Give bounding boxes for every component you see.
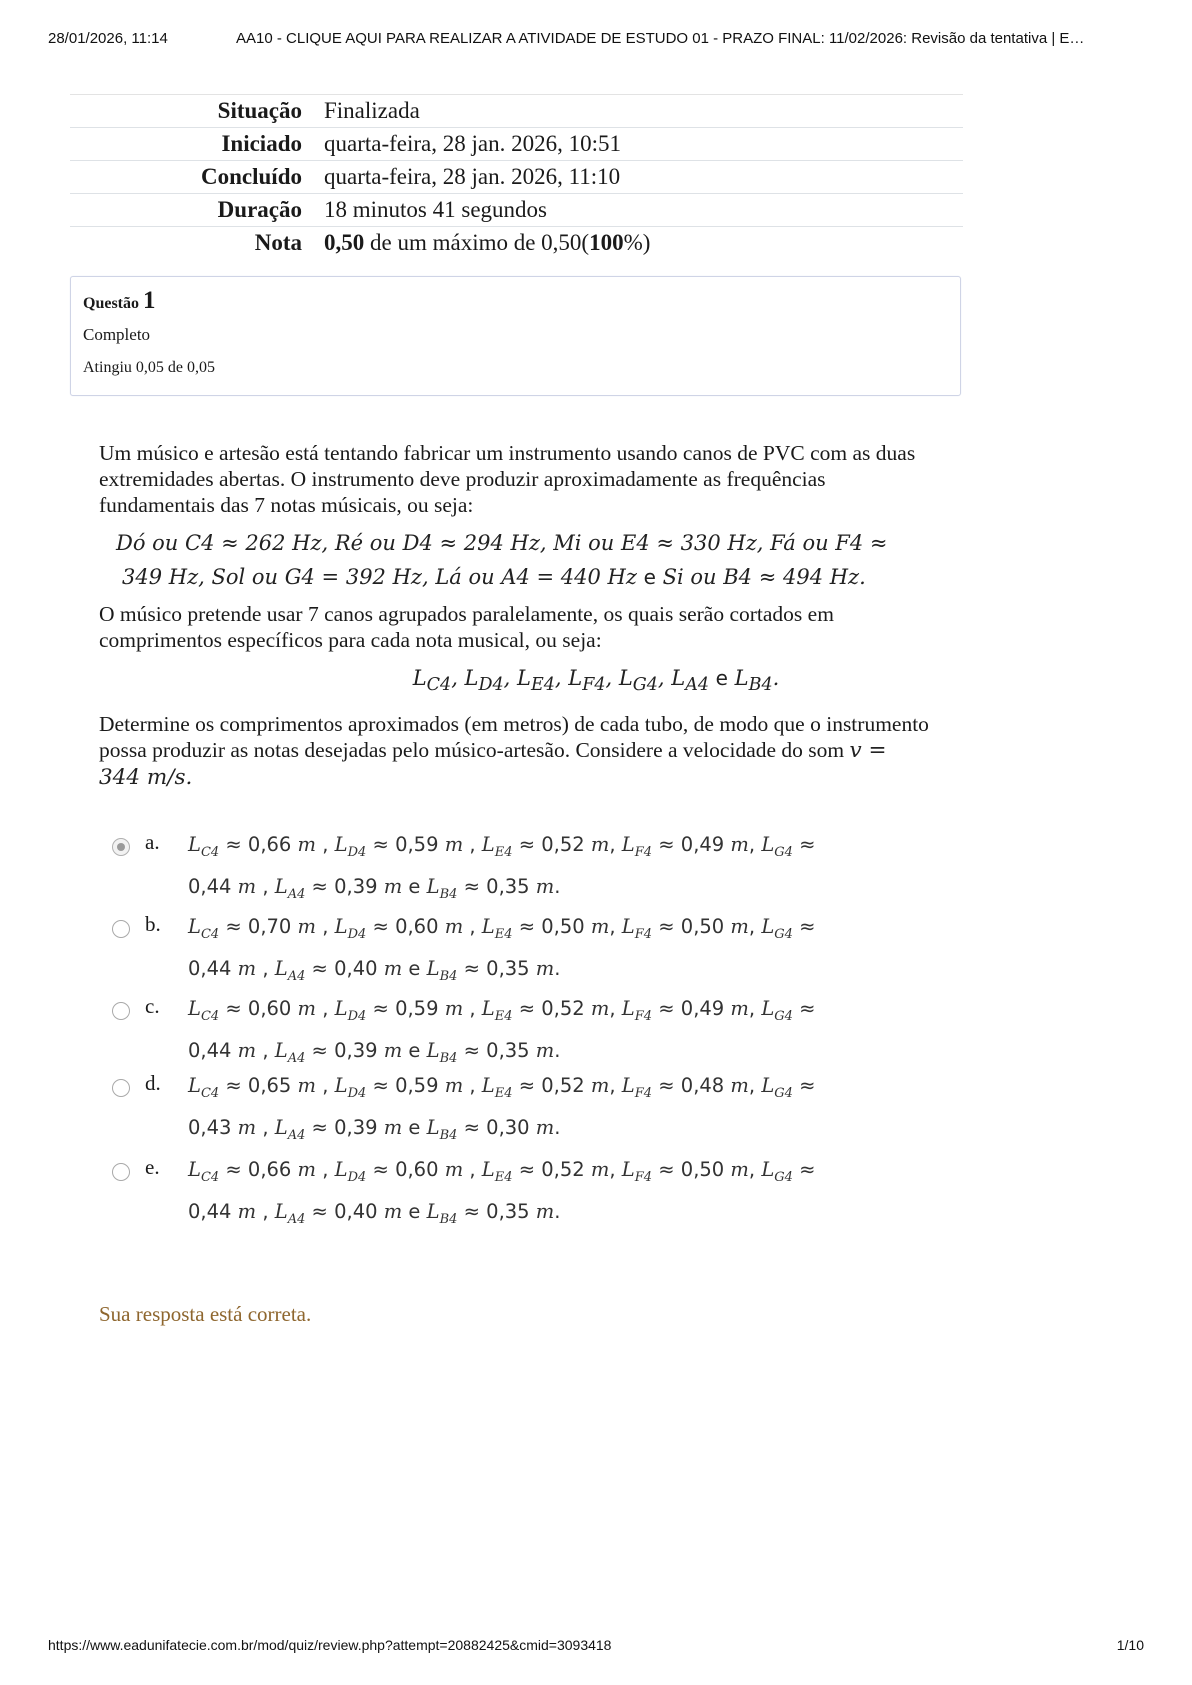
- print-date: 28/01/2026, 11:14: [48, 30, 168, 47]
- answer-value: 0,39: [334, 1038, 378, 1062]
- print-url: https://www.eadunifatecie.com.br/mod/quiz/review.php?attempt=20882425&cmid=3093418: [48, 1637, 612, 1653]
- summary-row: [70, 161, 963, 194]
- answer-option[interactable]: [110, 1069, 900, 1143]
- summary-row: [70, 128, 963, 161]
- feedback-correct: Sua resposta está correta.: [99, 1302, 312, 1326]
- answer-value: 0,40: [334, 1199, 378, 1223]
- answer-value: 0,59: [395, 833, 439, 856]
- answer-value: 0,65: [247, 1074, 292, 1097]
- summary-value: 18 minutos 41 segundos: [324, 197, 547, 222]
- answer-option[interactable]: [110, 992, 900, 1066]
- answer-value: 0,35: [486, 956, 530, 980]
- question-num: 1: [143, 287, 156, 314]
- answer-value: 0,60: [395, 1158, 439, 1181]
- sound-speed: v = 344 m/s.: [99, 738, 887, 790]
- answer-value: 0,40: [334, 956, 378, 980]
- answer-text: $L_{C4} \approx 0,70$ m , $L_{D4} \approx 0,60$ m , $L_{E4} \approx 0,50$ m, $L_{F4} \approx 0,50$ m, $L_{G4}$ ≈ 0,44 m , $L_{A4} \approx 0,40$ m e $L_{B4} \approx 0,35$ m.: [188, 915, 816, 984]
- answer-letter: e.: [145, 1155, 160, 1179]
- answer-value: 0,39: [334, 874, 378, 898]
- frequency-line-2a: 349 Hz, Sol ou G4 = 392 Hz, Lá ou A4 = 440 Hz: [122, 565, 637, 589]
- tubes-text: O músico pretende usar 7 canos agrupados paralelamente, os quais serão cortados em comprimentos específicos para cada nota musical, ou seja:: [99, 602, 834, 652]
- answer-value: 0,59: [395, 997, 439, 1020]
- answer-value: 0,44: [188, 874, 232, 898]
- summary-row-grade: [70, 227, 963, 260]
- print-page-number: 1/10: [1116, 1637, 1144, 1653]
- length-symbols: $L_{C4}$, $L_{D4}$, $L_{E4}$, $L_{F4}$, $L_{G4}$, $L_{A4}$: [412, 666, 709, 696]
- answer-value: 0,66: [247, 833, 292, 856]
- answer-text: $L_{C4} \approx 0,60$ m , $L_{D4} \approx 0,59$ m , $L_{E4} \approx 0,52$ m, $L_{F4} \approx 0,49$ m, $L_{G4}$ ≈ 0,44 m , $L_{A4} \approx 0,39$ m e $L_{B4} \approx 0,35$ m.: [188, 997, 816, 1066]
- summary-label: Duração: [217, 197, 302, 222]
- answer-radio[interactable]: [112, 1079, 130, 1097]
- print-footer: [48, 1637, 1144, 1653]
- answer-value: 0,44: [188, 956, 232, 980]
- frequency-line-2: [122, 560, 942, 594]
- grade-value: [312, 227, 963, 260]
- answer-value: 0,49: [680, 833, 725, 856]
- answer-value: 0,43: [188, 1115, 232, 1139]
- tube-lengths-list: [0, 666, 1192, 695]
- answer-radio[interactable]: [112, 920, 130, 938]
- answer-option[interactable]: [110, 910, 900, 984]
- frequency-and: e: [643, 565, 656, 589]
- grade-score: 0,50: [324, 230, 365, 255]
- answer-value: 0,50: [680, 1158, 725, 1181]
- answer-option[interactable]: [110, 828, 900, 902]
- summary-value: Finalizada: [324, 98, 420, 123]
- answer-letter: a.: [145, 830, 160, 854]
- answer-value: 0,66: [247, 1158, 292, 1181]
- question-number: [83, 287, 948, 315]
- answer-radio[interactable]: [112, 1002, 130, 1020]
- answer-letter: d.: [145, 1071, 161, 1095]
- answer-value: 0,44: [188, 1038, 232, 1062]
- question-info-box: [70, 276, 961, 396]
- answer-value: 0,70: [247, 915, 292, 938]
- summary-label: Concluído: [201, 164, 302, 189]
- answer-value: 0,50: [680, 915, 725, 938]
- lengths-and: e: [715, 666, 728, 690]
- answer-value: 0,30: [486, 1115, 530, 1139]
- answer-value: 0,35: [486, 874, 530, 898]
- attempt-summary-table: [70, 94, 963, 259]
- answer-value: 0,49: [680, 997, 725, 1020]
- frequency-line-1: Dó ou C4 ≈ 262 Hz, Ré ou D4 ≈ 294 Hz, Mi ou E4 ≈ 330 Hz, Fá ou F4 ≈: [116, 531, 888, 555]
- summary-value: quarta-feira, 28 jan. 2026, 11:10: [324, 164, 621, 189]
- grade-max: de um máximo de 0,50(: [364, 230, 590, 255]
- summary-row: [70, 194, 963, 227]
- print-page-title: AA10 - CLIQUE AQUI PARA REALIZAR A ATIVIDADE DE ESTUDO 01 - PRAZO FINAL: 11/02/2026: Revisão da tentativa | E…: [236, 30, 1085, 47]
- answer-letter: b.: [145, 912, 161, 936]
- answer-value: 0,52: [541, 1074, 585, 1097]
- summary-value: quarta-feira, 28 jan. 2026, 10:51: [324, 131, 621, 156]
- answer-text: $L_{C4} \approx 0,65$ m , $L_{D4} \approx 0,59$ m , $L_{E4} \approx 0,52$ m, $L_{F4} \approx 0,48$ m, $L_{G4}$ ≈ 0,43 m , $L_{A4} \approx 0,39$ m e $L_{B4} \approx 0,30$ m.: [188, 1074, 816, 1143]
- answer-radio[interactable]: [112, 1163, 130, 1181]
- question-intro: Um músico e artesão está tentando fabricar um instrumento usando canos de PVC com as duas extremidades abertas. O instrumento deve produzir aproximadamente as frequências fundamentais das 7 notas músicais, ou seja:: [99, 441, 916, 517]
- answer-value: 0,48: [680, 1074, 725, 1097]
- answer-value: 0,35: [486, 1038, 530, 1062]
- answer-value: 0,59: [395, 1074, 439, 1097]
- question-grade: Atingiu 0,05 de 0,05: [83, 359, 215, 376]
- grade-percent: 100: [589, 230, 624, 255]
- grade-label: Nota: [254, 230, 302, 255]
- answer-value: 0,39: [334, 1115, 378, 1139]
- answer-value: 0,52: [541, 1158, 585, 1181]
- determine-text: [99, 711, 929, 791]
- answer-value: 0,52: [541, 997, 585, 1020]
- length-last: $L_{B4}$.: [727, 666, 780, 696]
- answer-option[interactable]: [110, 1153, 900, 1227]
- answer-value: 0,60: [247, 997, 292, 1020]
- answer-value: 0,44: [188, 1199, 232, 1223]
- determine-prompt: Determine os comprimentos aproximados (em metros) de cada tubo, de modo que o instrumento possa produzir as notas desejadas pelo músico-artesão. Considere a velocidade do som: [99, 712, 929, 762]
- answer-text: $L_{C4} \approx 0,66$ m , $L_{D4} \approx 0,60$ m , $L_{E4} \approx 0,52$ m, $L_{F4} \approx 0,50$ m, $L_{G4}$ ≈ 0,44 m , $L_{A4} \approx 0,40$ m e $L_{B4} \approx 0,35$ m.: [188, 1158, 816, 1227]
- answer-value: 0,50: [541, 915, 585, 938]
- frequency-line-2b: Si ou B4 ≈ 494 Hz.: [662, 565, 866, 589]
- summary-row: [70, 95, 963, 128]
- summary-label: Iniciado: [221, 131, 302, 156]
- answer-value: 0,35: [486, 1199, 530, 1223]
- answer-value: 0,60: [395, 915, 439, 938]
- grade-end: %): [623, 230, 651, 255]
- summary-label: Situação: [217, 98, 302, 123]
- answer-text: $L_{C4} \approx 0,66$ m , $L_{D4} \approx 0,59$ m , $L_{E4} \approx 0,52$ m, $L_{F4} \approx 0,49$ m, $L_{G4}$ ≈ 0,44 m , $L_{A4} \approx 0,39$ m e $L_{B4} \approx 0,35$ m.: [188, 833, 816, 902]
- answer-value: 0,52: [541, 833, 585, 856]
- question-state: Completo: [83, 325, 151, 344]
- answer-letter: c.: [145, 994, 160, 1018]
- answer-radio[interactable]: [112, 838, 130, 856]
- question-label: Questão: [83, 295, 139, 312]
